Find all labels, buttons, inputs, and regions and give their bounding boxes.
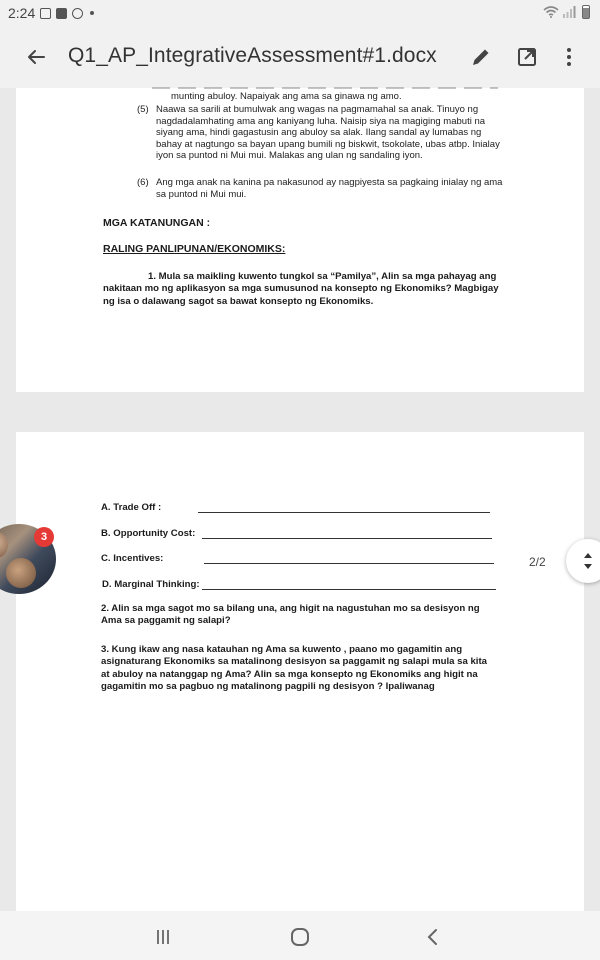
app-bar [0,26,600,88]
section-heading: RALING PANLIPUNAN/EKONOMIKS: [103,243,286,255]
story-item-6 [137,177,507,203]
question-line: gagamitin mo sa pagbuo ng matalinong pagpili ng desisyon ? Ipaliwanag [101,680,435,692]
question-line: Ama sa paggamit ng salapi? [101,615,231,627]
questions-heading: MGA KATANUNGAN : [103,217,211,229]
question-line: ng isa o dalawang sagot sa bawat konsepto ng Ekonomiks. [103,295,374,307]
story-line: Naawa sa sarili at bumulwak ang wagas na pagmamahal sa anak. Tinuyo ng [156,104,479,115]
battery-icon [582,5,590,19]
question-line: 2. Alin sa mga sagot mo sa bilang una, ang higit na nagustuhan mo sa desisyon ng [101,603,480,614]
more-vert-icon[interactable] [557,45,581,69]
avatar [0,532,8,558]
status-bar [0,0,600,26]
story-line: nagdadalamhating ama ang kaniyang luha. Naisip siya na magiging mabuti na [156,115,486,127]
wifi-icon [543,6,559,18]
image-icon [40,8,51,19]
system-nav-bar [0,911,600,960]
blank-marginal-thinking-line[interactable] [202,589,496,590]
cut-text-line [152,87,498,89]
question-1 [103,271,499,308]
story-text [156,104,505,162]
question-line: 3. Kung ikaw ang nasa katauhan ng Ama sa kuwento , paano mo gagamitin ang [101,644,463,655]
blank-marginal-thinking-label: D. Marginal Thinking: [102,579,200,590]
blank-opportunity-cost-label: B. Opportunity Cost: [101,528,196,539]
check-icon [56,8,67,19]
document-page-2[interactable] [16,432,584,911]
avatar [6,558,36,588]
recents-icon[interactable] [151,925,175,949]
page-indicator: 2/2 [529,555,546,569]
story-line: Ang mga anak na kanina pa nakasunod ay nagpiyesta sa pagkaing inialay ng ama [156,177,503,188]
story-item-5 [137,104,507,164]
question-3 [101,644,501,693]
document-page-1[interactable] [16,88,584,392]
back-arrow-icon[interactable] [24,45,48,69]
dot-icon [90,11,94,15]
blank-incentives-label: C. Incentives: [101,553,164,564]
blank-trade-off-label: A. Trade Off : [101,502,162,513]
signal-icon [562,6,576,18]
question-line: asignaturang Ekonomiks sa matalinong desisyon sa paggamit ng salapi mula sa kita [101,656,487,668]
document-title: Q1_AP_IntegrativeAssessment#1.docx [68,44,437,67]
blank-incentives-line[interactable] [204,563,494,564]
story-line: bahay at nagtungo sa bayan upang bumili ng biskwit, tsokolate, ubas atbp. Inialay [156,138,500,150]
notification-badge: 3 [34,527,54,547]
question-2 [101,603,501,628]
fast-scroll-handle[interactable] [566,539,600,583]
item-number: (6) [137,177,149,188]
back-nav-icon[interactable] [421,925,445,949]
blank-opportunity-cost-line[interactable] [202,538,492,539]
story-text: munting abuloy. Napaiyak ang ama sa ginawa ng amo. [171,91,402,102]
story-line: sa puntod ni Mui mui. [156,188,247,200]
question-line: at abuloy na natanggap ng Ama? Alin sa mga konsepto ng Ekonomiks ang higit na [101,668,478,680]
scroll-arrows-icon [566,539,600,583]
story-line: siyang ama, hindi gagastusin ang abuloy sa alak. Ilang sandal ay lumabas ng [156,127,482,139]
edit-pencil-icon[interactable] [469,45,493,69]
story-text [156,177,505,200]
question-line: nakitaan mo ng aplikasyon sa mga sumusunod na konsepto ng Ekonomiks? Magbigay [103,283,499,295]
home-icon[interactable] [288,925,312,949]
open-external-icon[interactable] [515,45,539,69]
item-number: (5) [137,104,149,115]
status-time: 2:24 [8,5,36,21]
blank-trade-off-line[interactable] [198,512,490,513]
story-line: iyon sa puntod ni Mui mui. Malakas ang ulan ng sandaling iyon. [156,150,423,162]
question-line: 1. Mula sa maikling kuwento tungkol sa “Pamilya”, Alin sa mga pahayag ang [148,271,497,282]
messenger-icon [72,8,83,19]
